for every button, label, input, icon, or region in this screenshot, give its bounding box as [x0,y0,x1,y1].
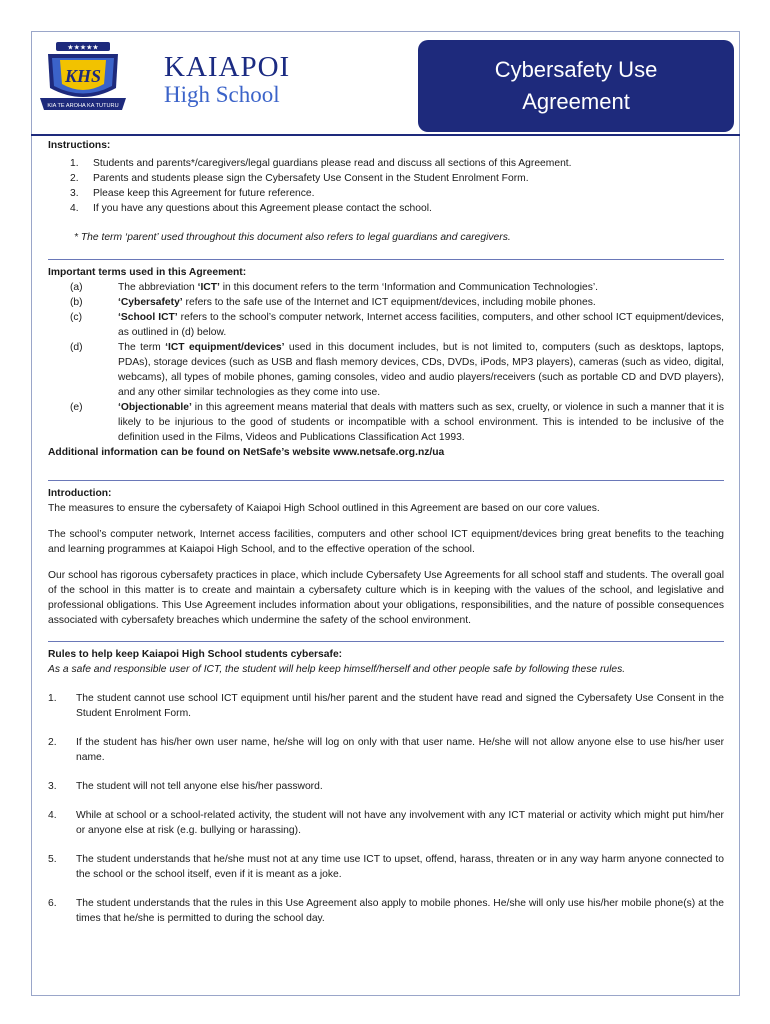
school-name-block [164,53,290,108]
school-crest-logo [38,40,128,118]
list-text: Please keep this Agreement for future reference. [93,188,315,199]
list-text: If you have any questions about this Agreement please contact the school. [93,203,432,214]
svg-text:★★★★★: ★★★★★ [67,43,99,52]
rule-item [48,852,724,882]
list-number: 1. [70,158,79,169]
term-text: in this document refers to the term ‘Information and Communication Technologies’. [219,282,599,293]
rule-text: The student will not tell anyone else his/her password. [76,781,323,792]
rule-number: 5. [48,854,57,865]
rule-text: The student understands that he/she must not at any time use ICT to upset, offend, harass, threaten or in any way harm anyone connected to the school or the school itself, even if it is meant as a joke. [76,854,724,880]
header-divider [31,134,740,136]
introduction-heading: Introduction: [48,488,112,499]
section-divider [48,480,724,481]
rule-text: While at school or a school-related activity, the student will not have any involvement with any ICT material or activity which might put him/her or anyone else at risk (e.g. bullying or harassing). [76,810,724,836]
terms-section [48,265,724,460]
list-item [48,186,724,201]
term-name: ‘Cybersafety’ [118,297,183,308]
term-text: used in this document includes, but is not limited to, computers (such as desktops, laptops, PDAs), storage devices (such as USB and flash memory devices, CDs, DVDs, iPods, MP3 players), cameras (such as video, digital, webcams), all types of mobile phones, gaming consoles, video and audio players/receivers (such as portable CD and DVD players), and any other similar technologies as they come into use. [118,342,725,398]
term-text: in this agreement means material that deals with matters such as sex, cruelty, or violence in such a manner that it is likely to be injurious to the good of students or incompatible with a school environment. This is intended to be inclusive of the definition used in the Films, Videos and Publications Classification Act 1993. [118,402,724,443]
parent-term-note: * The term ‘parent’ used throughout this document also refers to legal guardians and caregivers. [74,232,511,243]
school-name: KAIAPOI [164,51,291,83]
intro-paragraph: The measures to ensure the cybersafety of Kaiapoi High School outlined in this Agreement are based on our core values. [48,503,600,514]
list-item [48,156,724,171]
rule-item [48,896,724,926]
crest-initials: KHS [64,66,102,86]
crest-motto: KIA TE AROHA KA TUTURU [47,103,119,109]
term-pre: The abbreviation [118,282,198,293]
term-text: refers to the safe use of the Internet and ICT equipment/devices, including mobile phones. [182,297,596,308]
document-title-line2: Agreement [522,89,630,114]
rule-number: 3. [48,781,57,792]
terms-heading: Important terms used in this Agreement: [48,267,247,278]
list-text: Students and parents*/caregivers/legal guardians please read and discuss all sections of this Agreement. [93,158,572,169]
term-text: refers to the school’s computer network, Internet access facilities, computers, and other school ICT equipment/devices, as outlined in (d) below. [118,312,724,338]
rule-text: If the student has his/her own user name, he/she will log on only with that user name. He/she will not allow anyone else to use his/her user name. [76,737,724,763]
term-name: ‘ICT equipment/devices’ [165,342,285,353]
instructions-heading: Instructions: [48,140,111,151]
list-number: 3. [70,188,79,199]
section-divider [48,259,724,260]
document-title-line1: Cybersafety Use [494,57,658,82]
term-name: ‘ICT’ [197,282,220,293]
term-label: (d) [70,342,83,353]
rule-text: The student understands that the rules in this Use Agreement also apply to mobile phones. He/she will only use his/her mobile phone(s) at the times that he/she is permitted to during the school day. [76,898,724,924]
instructions-list [48,156,724,216]
intro-paragraph: The school’s computer network, Internet access facilities, computers and other school ICT equipment/devices bring great benefits to the teaching and learning programmes at Kaiapoi High School, and to the effective operation of the school. [48,529,724,555]
rule-item [48,779,724,794]
list-text: Parents and students please sign the Cybersafety Use Consent in the Student Enrolment Form. [93,173,529,184]
rule-item [48,735,724,765]
netsafe-info: Additional information can be found on NetSafe’s website www.netsafe.org.nz/ua [48,447,445,458]
instructions-section [48,138,724,245]
list-item [48,171,724,186]
term-label: (c) [70,312,83,323]
term-name: ‘Objectionable’ [118,402,192,413]
term-item [48,295,724,310]
term-pre: The term [118,342,166,353]
rule-number: 6. [48,898,57,909]
rule-number: 2. [48,737,57,748]
rule-number: 4. [48,810,57,821]
term-item [48,340,724,400]
list-number: 4. [70,203,79,214]
term-name: ‘School ICT’ [118,312,178,323]
term-item [48,280,724,295]
rules-subheading: As a safe and responsible user of ICT, the student will help keep himself/herself and other people safe by following these rules. [48,664,626,675]
term-label: (a) [70,282,83,293]
term-label: (b) [70,297,83,308]
term-label: (e) [70,402,83,413]
rule-text: The student cannot use school ICT equipment until his/her parent and the student have read and signed the Cybersafety Use Consent in the Student Enrolment Form. [76,693,724,719]
term-item [48,310,724,340]
term-item [48,400,724,445]
introduction-section [48,486,724,628]
document-body [48,138,724,926]
section-divider [48,641,724,642]
document-title-box [418,40,734,132]
rule-item [48,808,724,838]
list-number: 2. [70,173,79,184]
intro-paragraph: Our school has rigorous cybersafety practices in place, which include Cybersafety Use Agreements for all school staff and students. The overall goal of the school in this matter is to create and maintain a cybersafety culture which is in keeping with the values of the school, and legislative and professional obligations. This Use Agreement includes information about your obligations, responsibilities, and the nature of possible consequences associated with cybersafety breaches which undermine the safety of the school environment. [48,570,724,626]
school-subtitle: High School [164,82,280,107]
rule-item [48,691,724,721]
list-item [48,201,724,216]
rule-number: 1. [48,693,57,704]
rules-heading: Rules to help keep Kaiapoi High School students cybersafe: [48,649,343,660]
rules-section [48,647,724,926]
